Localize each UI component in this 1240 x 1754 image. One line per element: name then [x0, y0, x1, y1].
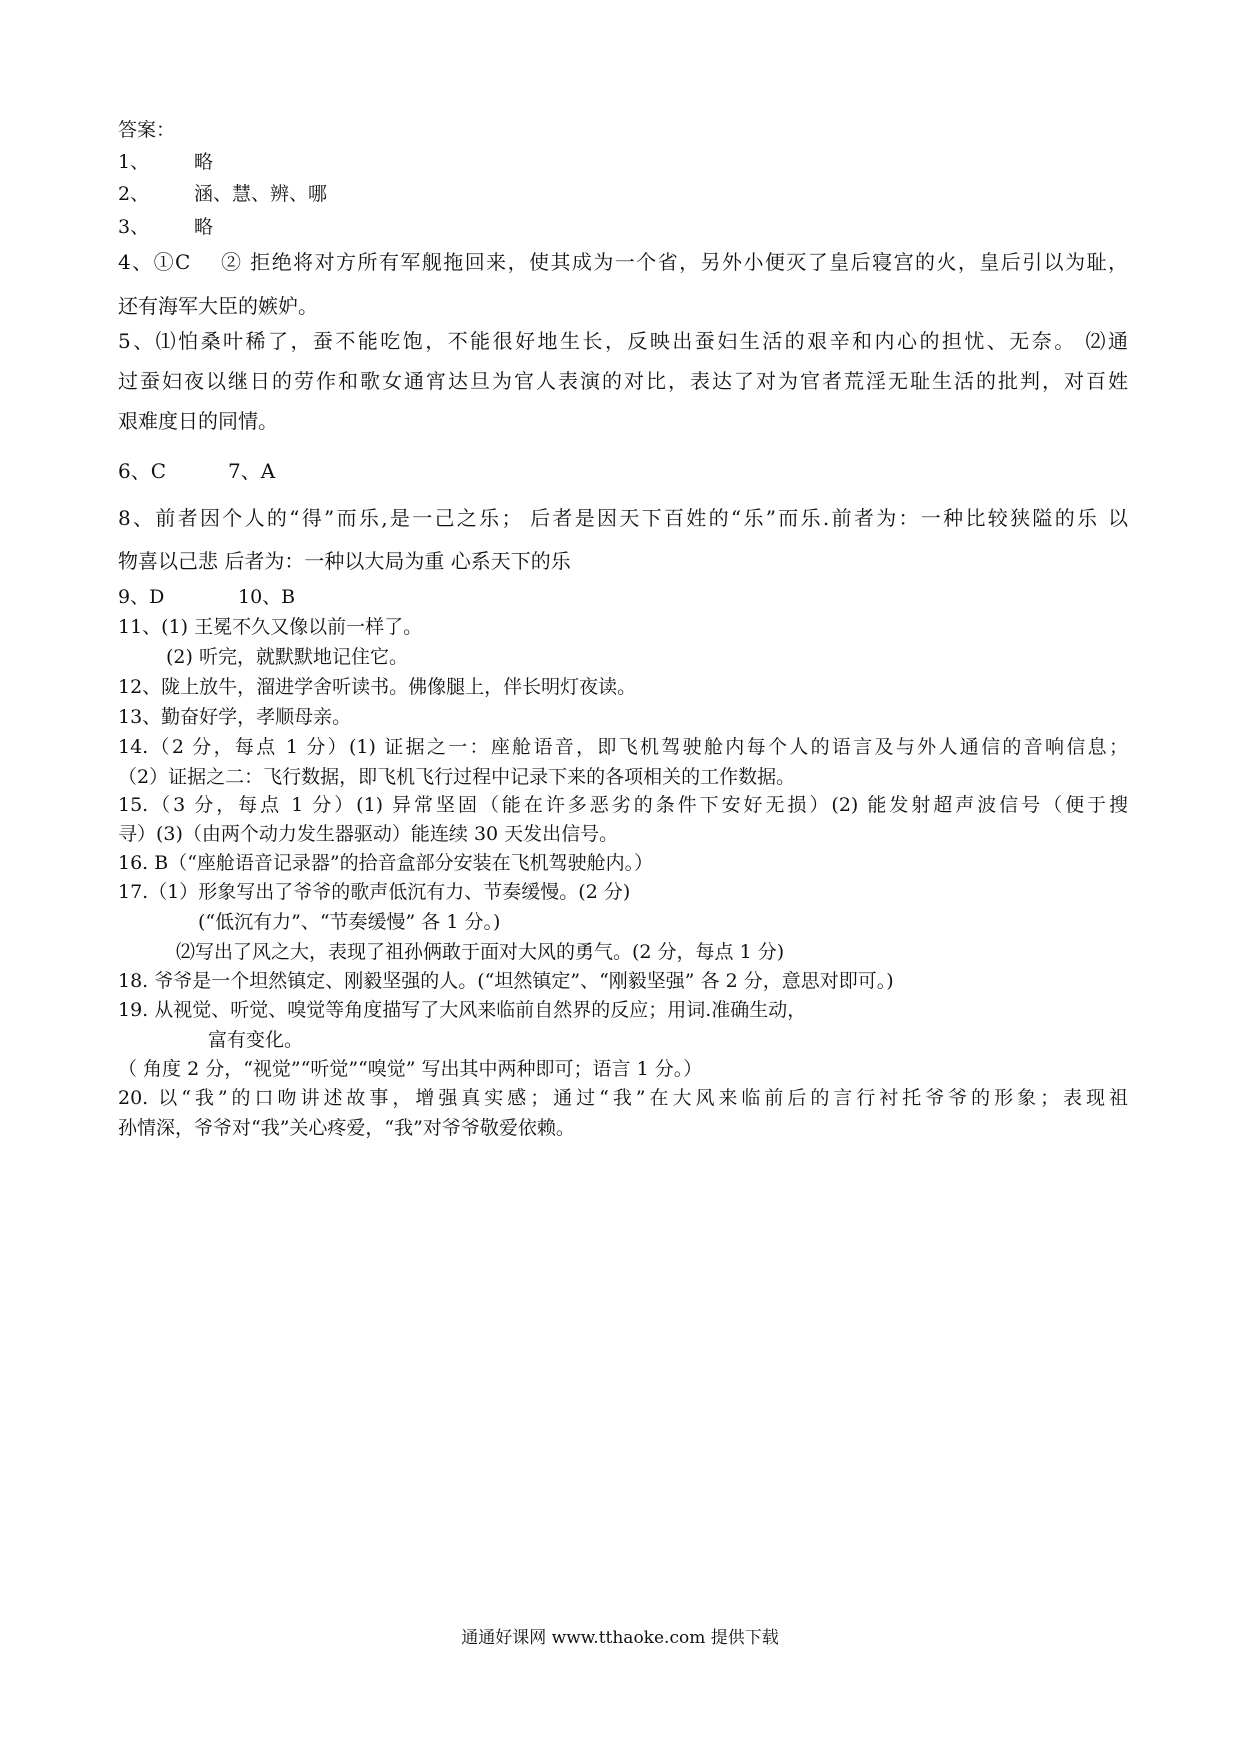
answer-9-10 [118, 585, 295, 609]
answer-5-line-1: 5、⑴怕桑叶稀了，蚕不能吃饱，不能很好地生长，反映出蚕妇生活的艰辛和内心的担忧、无奈。 ⑵通 [118, 329, 1128, 353]
answer-11-line-2: (2) 听完，就默默地记住它。 [166, 646, 408, 668]
answer-12: 12、陇上放牛，溜进学舍听读书。佛像腿上，伴长明灯夜读。 [118, 676, 637, 698]
answer-10: 10、B [238, 586, 296, 608]
answer-20-line-2: 孙情深，爷爷对“我”关心疼爱，“我”对爷爷敬爱依赖。 [118, 1117, 575, 1139]
answer-14-line-1: 14.（2 分，每点 1 分）(1) 证据之一：座舱语音，即飞机驾驶舱内每个人的语言及与外人通信的音响信息； [118, 736, 1128, 758]
answer-2-number: 2、 [118, 183, 150, 205]
answer-17-line-2: (“低沉有力”、“节奏缓慢” 各 1 分。) [198, 911, 501, 933]
answer-13: 13、勤奋好学，孝顺母亲。 [118, 706, 352, 728]
answer-19-line-2: 富有变化。 [208, 1029, 304, 1051]
answer-20-line-1: 20. 以“我”的口吻讲述故事，增强真实感；通过“我”在大风来临前后的言行衬托爷爷的形象；表现祖 [118, 1087, 1128, 1109]
footer-download-note: 通通好课网 www.tthaoke.com 提供下载 [461, 1628, 779, 1648]
answer-18: 18. 爷爷是一个坦然镇定、刚毅坚强的人。(“坦然镇定”、“刚毅坚强” 各 2 分，意思对即可。) [118, 970, 894, 992]
answer-7: 7、A [228, 459, 276, 483]
answer-11-line-1: 11、(1) 王冕不久又像以前一样了。 [118, 616, 423, 638]
answer-17-line-3: ⑵写出了风之大，表现了祖孙俩敢于面对大风的勇气。(2 分，每点 1 分) [176, 941, 785, 963]
answer-9: 9、D [118, 586, 165, 608]
answer-15-line-1: 15.（3 分，每点 1 分）(1) 异常坚固（能在许多恶劣的条件下安好无损）(2) 能发射超声波信号（便于搜 [118, 794, 1128, 816]
answer-3 [118, 215, 213, 239]
answer-4-line-2: 还有海军大臣的嫉妒。 [118, 294, 318, 318]
answer-1 [118, 150, 213, 174]
answer-6-7 [118, 459, 275, 483]
answer-16: 16. B（“座舱语音记录器”的拾音盒部分安装在飞机驾驶舱内。） [118, 852, 654, 874]
answer-3-number: 3、 [118, 216, 150, 238]
answer-19-line-3: （ 角度 2 分，“视觉”“听觉”“嗅觉” 写出其中两种即可；语言 1 分。） [118, 1058, 703, 1080]
answer-14-line-2: （2）证据之二：飞行数据，即飞机飞行过程中记录下来的各项相关的工作数据。 [118, 766, 796, 788]
answer-1-text: 略 [194, 151, 214, 173]
answers-heading: 答案： [118, 119, 176, 141]
answer-6: 6、C [118, 459, 167, 483]
answer-17-line-1: 17.（1）形象写出了爷爷的歌声低沉有力、节奏缓慢。(2 分) [118, 881, 631, 903]
answer-8-line-1: 8、前者因个人的“得”而乐,是一己之乐； 后者是因天下百姓的“乐”而乐.前者为：一种比较狭隘的乐 以 [118, 506, 1128, 530]
answer-8-line-2: 物喜以己悲 后者为：一种以大局为重 心系天下的乐 [118, 549, 571, 573]
answer-4-line-1: 4、①C ② 拒绝将对方所有军舰拖回来，使其成为一个省，另外小便灭了皇后寝宫的火，皇后引以为耻， [118, 250, 1128, 274]
answer-2 [118, 182, 327, 206]
answer-15-line-2: 寻）(3)（由两个动力发生器驱动）能连续 30 天发出信号。 [118, 823, 619, 845]
answer-19-line-1: 19. 从视觉、听觉、嗅觉等角度描写了大风来临前自然界的反应；用词.准确生动， [118, 999, 807, 1021]
answer-3-text: 略 [194, 216, 214, 238]
answer-2-text: 涵、慧、辨、哪 [194, 183, 328, 205]
answer-5-line-3: 艰难度日的同情。 [118, 409, 278, 433]
answer-1-number: 1、 [118, 151, 150, 173]
answer-5-line-2: 过蚕妇夜以继日的劳作和歌女通宵达旦为官人表演的对比，表达了对为官者荒淫无耻生活的批判，对百姓 [118, 369, 1128, 393]
